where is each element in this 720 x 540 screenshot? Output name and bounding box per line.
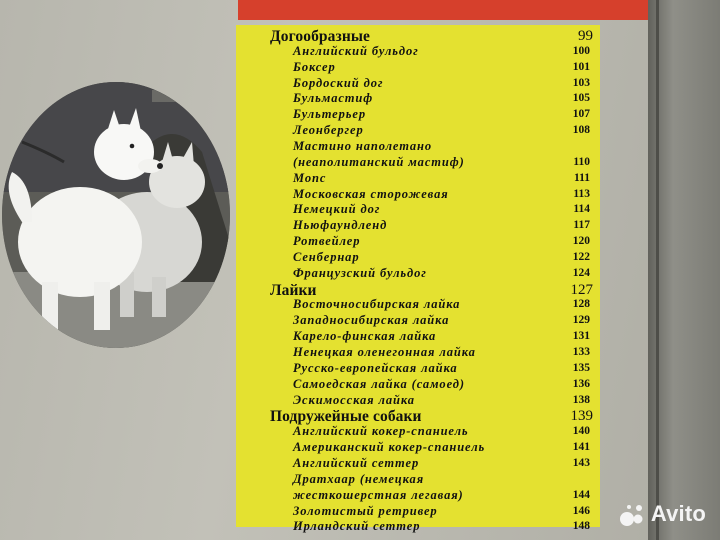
- toc-entry-page: 141: [572, 441, 590, 454]
- toc-entry-title: Английский кокер-спаниель: [293, 424, 469, 439]
- toc-section-row: [236, 282, 600, 297]
- toc-entry-title: Золотистый ретривер: [293, 503, 438, 518]
- toc-entry-row: [236, 60, 600, 75]
- toc-entry-row: [236, 361, 600, 376]
- toc-section-title: Подружейные собаки: [270, 408, 422, 426]
- toc-entry-row: [236, 91, 600, 106]
- toc-entry-row: [236, 377, 600, 392]
- toc-entry-row: [236, 202, 600, 217]
- toc-entry-title: Ротвейлер: [293, 234, 361, 249]
- toc-entry-row: [236, 155, 600, 170]
- toc-entry-row: [236, 456, 600, 471]
- toc-entry-row: [236, 393, 600, 408]
- toc-entry-page: 108: [572, 124, 590, 137]
- toc-entry-title: жесткошерстная легавая): [293, 487, 464, 502]
- toc-entry-row: [236, 313, 600, 328]
- toc-section-row: [236, 28, 600, 43]
- toc-entry-page: 131: [572, 330, 590, 343]
- toc-entry-title: Мопс: [293, 170, 327, 185]
- toc-entry-title: Карело-финская лайка: [293, 329, 437, 344]
- toc-entry-title: Восточносибирская лайка: [293, 297, 461, 312]
- toc-entry-row: [236, 440, 600, 455]
- toc-entry-row: [236, 123, 600, 138]
- toc-entry-row: [236, 171, 600, 186]
- toc-entry-title: Бордоский дог: [293, 75, 384, 90]
- toc-entry-title: Западносибирская лайка: [293, 313, 450, 328]
- toc-entry-title: Самоедская лайка (самоед): [293, 376, 465, 391]
- samoyed-photo: [2, 82, 230, 348]
- toc-entry-title: Русско-европейская лайка: [293, 360, 458, 375]
- toc-entry-row: [236, 107, 600, 122]
- toc-entry-title: Мастино наполетано: [293, 138, 432, 153]
- toc-entry-row: [236, 44, 600, 59]
- toc-entry-page: 101: [572, 60, 590, 73]
- toc-entry-title: Московская сторожевая: [293, 186, 449, 201]
- toc-entry-title: Английский бульдог: [293, 43, 419, 58]
- toc-entry-title: Сенбернар: [293, 249, 360, 264]
- toc-entry-row: [236, 266, 600, 281]
- toc-entry-page: 120: [572, 235, 590, 248]
- toc-entry-page: 117: [573, 219, 590, 232]
- toc-entry-page: 128: [572, 298, 590, 311]
- toc-entry-title: Американский кокер-спаниель: [293, 440, 486, 455]
- toc-entry-row: [236, 345, 600, 360]
- toc-entry-title: Ненецкая оленегонная лайка: [293, 345, 476, 359]
- toc-entry-page: 103: [572, 76, 590, 89]
- toc-entry-page: 110: [573, 155, 590, 168]
- adjacent-page-edge: [648, 0, 720, 540]
- toc-entry-page: 143: [572, 456, 590, 469]
- toc-entry-row: [236, 187, 600, 202]
- toc-entry-title: Бульмастиф: [293, 91, 374, 106]
- toc-entry-row: [236, 297, 600, 312]
- toc-entry-page: 122: [572, 250, 590, 263]
- toc-entry-row: [236, 424, 600, 439]
- toc-entry-title: (неаполитанский мастиф): [293, 154, 465, 169]
- toc-section-page: 127: [570, 281, 593, 298]
- toc-section-page: 99: [578, 28, 593, 44]
- toc-entry-page: 100: [572, 44, 590, 57]
- toc-entry-page: 138: [572, 393, 590, 406]
- toc-entry-row: [236, 76, 600, 91]
- toc-entry-title: Леонбергер: [293, 123, 364, 138]
- toc-entry-page: 146: [572, 504, 590, 517]
- toc-entry-page: 105: [572, 92, 590, 105]
- toc-entry-page: 124: [572, 266, 590, 279]
- avito-watermark: [619, 500, 706, 528]
- toc-entry-page: 144: [572, 488, 590, 501]
- toc-entry-title: Эскимосская лайка: [293, 392, 415, 407]
- toc-section-title: Лайки: [270, 281, 317, 299]
- toc-entry-page: 107: [572, 108, 590, 121]
- toc-entry-page: 140: [572, 425, 590, 438]
- toc-entry-row: [236, 234, 600, 249]
- toc-entry-row: [236, 329, 600, 344]
- toc-entry-page: 135: [572, 361, 590, 374]
- toc-entry-title: Бультерьер: [293, 107, 366, 122]
- toc-entry-row: [236, 504, 600, 519]
- toc-entry-page: 136: [572, 377, 590, 390]
- toc-entry-row: [236, 250, 600, 265]
- avito-logo-icon: [619, 500, 647, 528]
- toc-entry-row: [236, 139, 600, 154]
- toc-entry-title: Французский бульдог: [293, 265, 427, 280]
- toc-entry-row: [236, 218, 600, 233]
- toc-entry-row: [236, 472, 600, 487]
- toc-entry-page: 148: [572, 520, 590, 533]
- toc-section-row: [236, 408, 600, 426]
- toc-entry-title: Немецкий дог: [293, 202, 381, 217]
- toc-entry-row: [236, 488, 600, 503]
- toc-section-title: Догообразные: [270, 28, 371, 45]
- red-header-strip: [238, 0, 650, 20]
- toc-section-page: 139: [570, 408, 593, 425]
- watermark-text: Avito: [650, 501, 706, 526]
- toc-entry-title: Дратхаар (немецкая: [293, 471, 425, 486]
- toc-entry-page: 113: [573, 187, 590, 200]
- toc-entry-row: [236, 519, 600, 534]
- toc-entry-page: 129: [572, 314, 590, 327]
- toc-entry-title: Ньюфаундленд: [293, 218, 388, 233]
- table-of-contents: [236, 25, 600, 534]
- toc-entry-title: Ирландский сеттер: [293, 519, 421, 534]
- toc-entry-page: 114: [573, 203, 590, 216]
- toc-entry-page: 111: [574, 171, 590, 184]
- toc-entry-title: Боксер: [293, 59, 336, 74]
- toc-entry-page: 133: [572, 346, 590, 358]
- toc-entry-title: Английский сеттер: [293, 455, 420, 470]
